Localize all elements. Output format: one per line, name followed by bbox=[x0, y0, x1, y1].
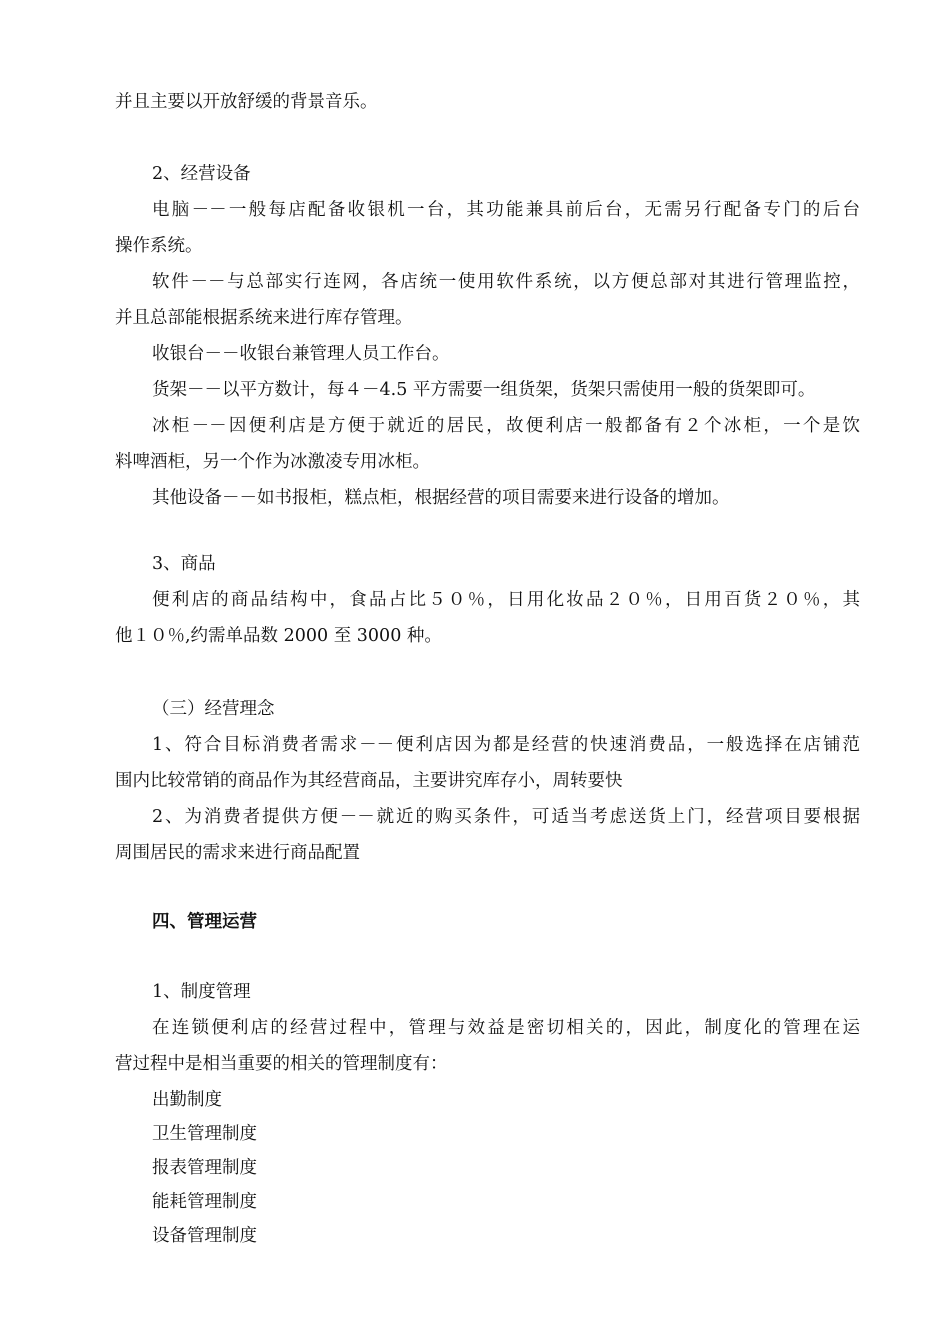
heading-equipment: 2、经营设备 bbox=[152, 164, 251, 184]
list-item-attendance: 出勤制度 bbox=[152, 1090, 222, 1110]
heading-goods: 3、商品 bbox=[152, 554, 216, 574]
list-item-reports: 报表管理制度 bbox=[152, 1158, 257, 1178]
paragraph-system-line2: 营过程中是相当重要的相关的管理制度有： bbox=[115, 1054, 448, 1074]
paragraph-philosophy2-line1: 2、为消费者提供方便－－就近的购买条件，可适当考虑送货上门，经营项目要根据 bbox=[152, 807, 860, 827]
paragraph-philosophy2-line2: 周围居民的需求来进行商品配置 bbox=[115, 843, 360, 863]
list-item-equipment-management: 设备管理制度 bbox=[152, 1226, 257, 1246]
paragraph-computer-line2: 操作系统。 bbox=[115, 236, 203, 256]
heading-management-operations: 四、管理运营 bbox=[152, 912, 257, 932]
paragraph-philosophy1-line1: 1、符合目标消费者需求－－便利店因为都是经营的快速消费品，一般选择在店铺范 bbox=[152, 735, 860, 755]
paragraph-goods-line1: 便利店的商品结构中，食品占比５０％，日用化妆品２０％，日用百货２０％，其 bbox=[152, 590, 860, 610]
paragraph-other-equipment: 其他设备－－如书报柜，糕点柜，根据经营的项目需要来进行设备的增加。 bbox=[152, 488, 730, 508]
heading-philosophy: （三）经营理念 bbox=[152, 699, 275, 719]
paragraph-philosophy1-line2: 围内比较常销的商品作为其经营商品，主要讲究库存小，周转要快 bbox=[115, 771, 623, 791]
paragraph-shelves: 货架－－以平方数计，每４－4.5 平方需要一组货架，货架只需使用一般的货架即可。 bbox=[152, 380, 816, 400]
paragraph-fridge-line2: 料啤酒柜，另一个作为冰激凌专用冰柜。 bbox=[115, 452, 430, 472]
list-item-hygiene: 卫生管理制度 bbox=[152, 1124, 257, 1144]
paragraph-goods-line2: 他１０％,约需单品数 2000 至 3000 种。 bbox=[115, 626, 442, 646]
paragraph-cashier: 收银台－－收银台兼管理人员工作台。 bbox=[152, 344, 450, 364]
paragraph-system-line1: 在连锁便利店的经营过程中，管理与效益是密切相关的，因此，制度化的管理在运 bbox=[152, 1018, 860, 1038]
list-item-energy: 能耗管理制度 bbox=[152, 1192, 257, 1212]
paragraph-software-line1: 软件－－与总部实行连网，各店统一使用软件系统，以方便总部对其进行管理监控， bbox=[152, 272, 860, 292]
paragraph-computer-line1: 电脑－－一般每店配备收银机一台，其功能兼具前后台，无需另行配备专门的后台 bbox=[152, 200, 860, 220]
heading-system-management: 1、制度管理 bbox=[152, 982, 251, 1002]
paragraph-background-music: 并且主要以开放舒缓的背景音乐。 bbox=[115, 92, 378, 112]
paragraph-fridge-line1: 冰柜－－因便利店是方便于就近的居民，故便利店一般都备有２个冰柜，一个是饮 bbox=[152, 416, 860, 436]
paragraph-software-line2: 并且总部能根据系统来进行库存管理。 bbox=[115, 308, 413, 328]
